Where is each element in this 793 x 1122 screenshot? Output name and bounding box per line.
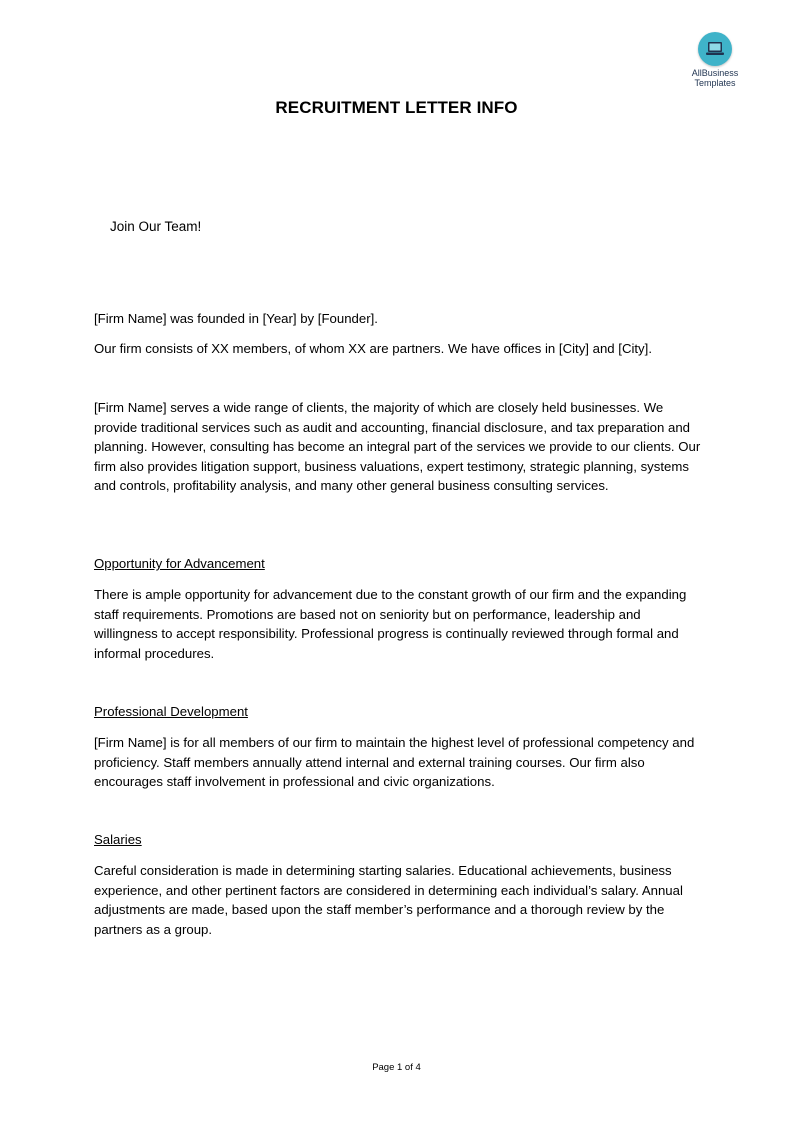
allbusiness-templates-logo [684, 32, 746, 88]
services-paragraph: [Firm Name] serves a wide range of clients, the majority of which are closely held businesses. We provide traditional services such as audit and accounting, financial disclosure, and tax preparation and planning. However, consulting has become an integral part of the services we provide to our clients. Our firm also provides litigation support, business valuations, expert testimony, strategic planning, systems and controls, profitability analysis, and many other general business consulting services. [94, 400, 701, 493]
intro-paragraph-1: [Firm Name] was founded in [Year] by [Founder]. [94, 311, 378, 326]
logo-line-2: Templates [694, 78, 736, 88]
section-heading-development: Professional Development [94, 704, 248, 719]
section-heading-advancement: Opportunity for Advancement [94, 556, 265, 571]
laptop-icon [698, 32, 732, 66]
section-text-salaries: Careful consideration is made in determining starting salaries. Educational achievements, business experience, and other pertinent factors are considered in determining each individual’s salary. Annual adjustments are made, based upon the staff member’s performance and a thorough review by the partners as a group. [94, 863, 683, 937]
logo-line-1: AllBusiness [691, 68, 739, 78]
document-title: RECRUITMENT LETTER INFO [275, 98, 518, 117]
intro-paragraph-2: Our firm consists of XX members, of whom XX are partners. We have offices in [City] and [City]. [94, 341, 652, 356]
logo-text [684, 68, 746, 88]
section-text-development: [Firm Name] is for all members of our firm to maintain the highest level of professional competency and proficiency. Staff members annually attend internal and external training courses. Our firm also encourages staff involvement in professional and civic organizations. [94, 735, 695, 789]
section-text-advancement: There is ample opportunity for advancement due to the constant growth of our firm and the expanding staff requirements. Promotions are based not on seniority but on performance, leadership and willingness to accept responsibility. Professional progress is continually reviewed through formal and informal procedures. [94, 587, 687, 661]
section-heading-salaries: Salaries [94, 832, 142, 847]
greeting: Join Our Team! [110, 219, 202, 234]
page-number: Page 1 of 4 [372, 1062, 421, 1073]
